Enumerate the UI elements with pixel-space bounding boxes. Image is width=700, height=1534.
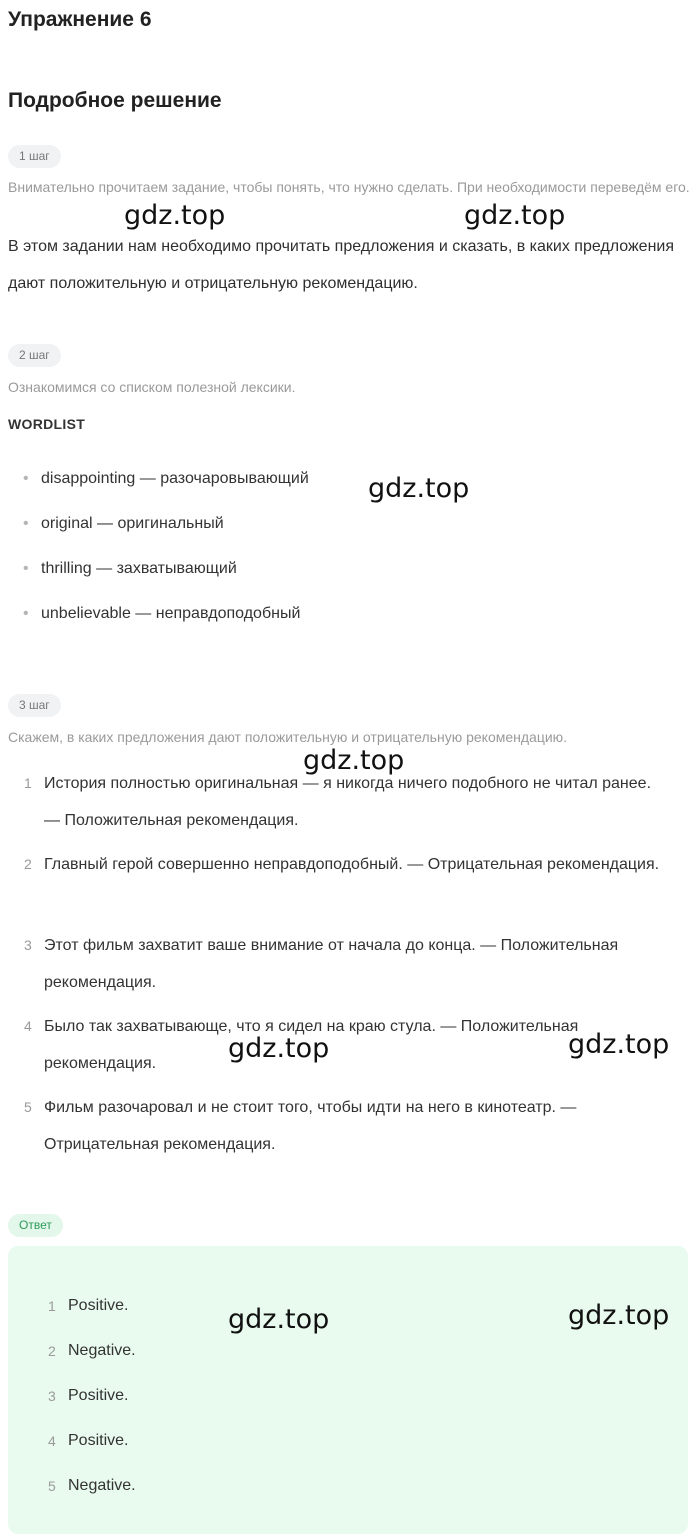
wordlist-item: • thrilling — захватывающий [23, 560, 237, 577]
step-2-badge: 2 шаг [8, 344, 61, 367]
page-title: Упражнение 6 [8, 8, 152, 31]
step-2-note: Ознакомимся со списком полезной лексики. [8, 379, 296, 395]
step-1-badge: 1 шаг [8, 145, 61, 168]
watermark: gdz.top [228, 1304, 330, 1335]
list-item: 3 Этот фильм захватит ваше внимание от начала до конца. — Положительная рекомендация. [24, 937, 619, 991]
wordlist-title: WORDLIST [8, 416, 86, 432]
step-3-badge: 3 шаг [8, 694, 61, 717]
bullet-icon: • [23, 560, 29, 577]
wordlist [0, 469, 700, 649]
bullet-icon: • [23, 515, 29, 532]
list-item: 4 Было так захватывающе, что я сидел на краю стула. — Положительная рекомендация. [24, 1018, 579, 1072]
wordlist-item: • unbelievable — неправдоподобный [23, 605, 301, 622]
watermark: gdz.top [568, 1300, 670, 1331]
watermark: gdz.top [368, 473, 470, 504]
wordlist-item: • disappointing — разочаровывающий [23, 470, 309, 487]
step-1-text: В этом задании нам необходимо прочитать предложения и сказать, в каких предложения дают положительную и отрицательную рекомендацию. [8, 238, 675, 292]
wordlist-item: • original — оригинальный [23, 515, 224, 532]
list-item: 5 Фильм разочаровал и не стоит того, чтобы идти на него в кинотеатр. — Отрицательная рекомендация. [24, 1099, 577, 1153]
answer-badge: Ответ [8, 1214, 63, 1237]
bullet-icon: • [23, 605, 29, 622]
watermark: gdz.top [464, 200, 566, 231]
step-3-note: Скажем, в каких предложения дают положительную и отрицательную рекомендацию. [8, 729, 568, 745]
step-3-list [8, 765, 688, 1165]
watermark: gdz.top [228, 1033, 330, 1064]
bullet-icon: • [23, 470, 29, 487]
watermark: gdz.top [124, 200, 226, 231]
step-1-note: Внимательно прочитаем задание, чтобы понять, что нужно сделать. При необходимости переведём его. [8, 179, 690, 195]
section-title: Подробное решение [8, 89, 222, 112]
list-item: 1 История полностью оригинальная — я никогда ничего подобного не читал ранее. — Положительная рекомендация. [24, 775, 652, 829]
list-item: 2 Главный герой совершенно неправдоподобный. — Отрицательная рекомендация. [24, 856, 660, 873]
answer-list: 1 Positive. 2 Negative. 3 Positive. 4 Positive. 5 Negative. [48, 1297, 136, 1494]
watermark: gdz.top [568, 1029, 670, 1060]
watermark: gdz.top [303, 745, 405, 776]
